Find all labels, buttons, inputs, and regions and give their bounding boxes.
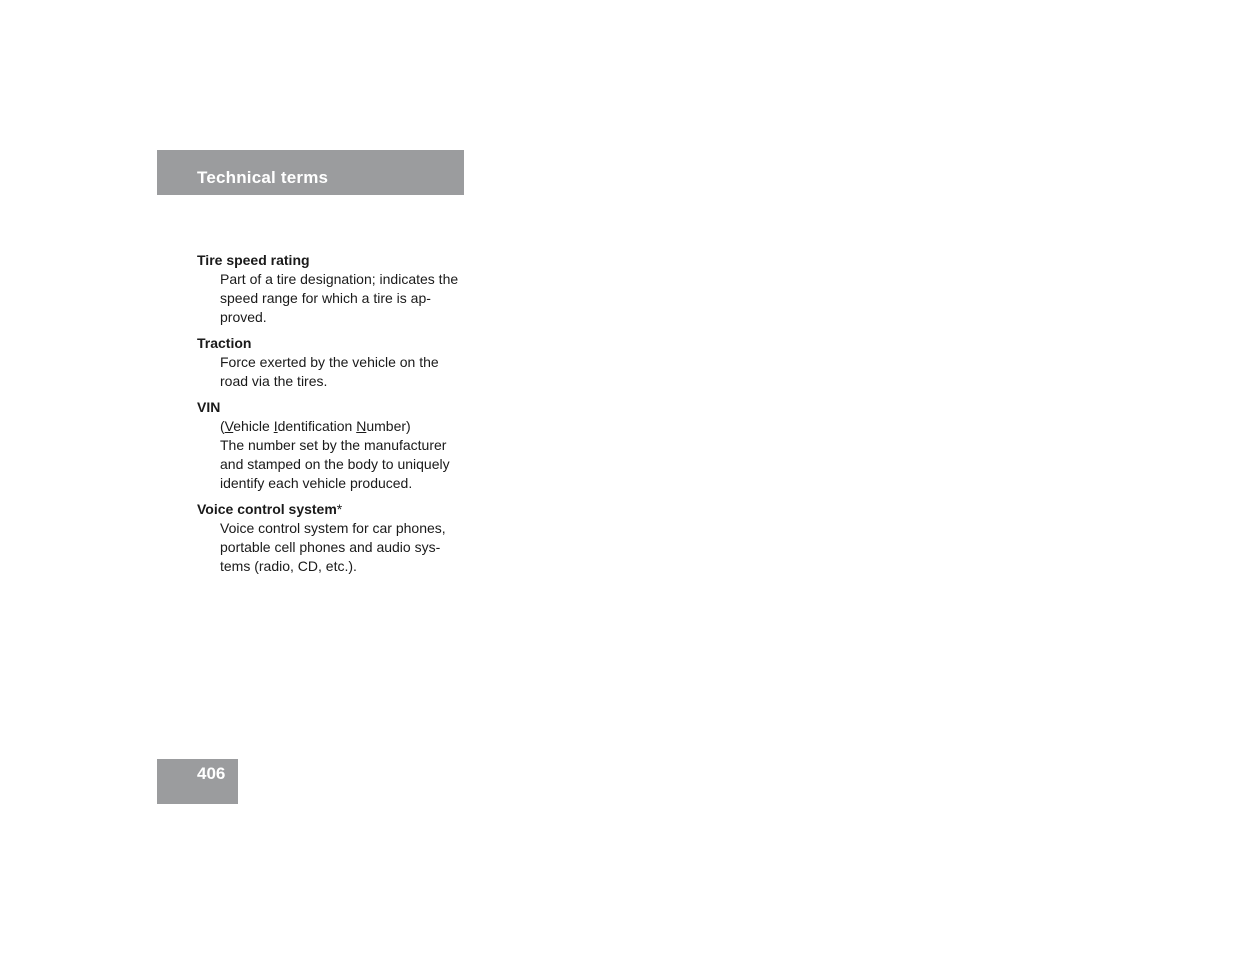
abbr-text: (	[220, 418, 225, 434]
page-number-tab	[157, 759, 238, 804]
glossary-term: VIN	[197, 399, 221, 415]
glossary-term: Tire speed rating	[197, 252, 310, 268]
definition-line: and stamped on the body to uniquely	[220, 456, 450, 472]
glossary-entry-voice-control-system	[197, 500, 467, 576]
abbr-text: umber)	[366, 418, 411, 434]
definition-line: Part of a tire designation; indicates the	[220, 271, 459, 287]
definition-line: identify each vehicle produced.	[220, 475, 413, 491]
definition-line: speed range for which a tire is ap-	[220, 290, 431, 306]
section-header-bar	[157, 150, 464, 195]
definition-line: portable cell phones and audio sys-	[220, 539, 441, 555]
glossary-term	[197, 500, 467, 519]
page-number: 406	[197, 764, 226, 783]
glossary-definition	[197, 519, 467, 576]
glossary-definition	[197, 270, 467, 327]
glossary-definition	[197, 353, 467, 391]
term-text: Voice control system	[197, 501, 337, 517]
abbr-text: dentification	[277, 418, 357, 434]
definition-line: Force exerted by the vehicle on the	[220, 354, 439, 370]
definition-line: Voice control system for car phones,	[220, 520, 446, 536]
section-title: Technical terms	[197, 168, 329, 187]
glossary-term: Traction	[197, 335, 252, 351]
abbr-initial: I	[273, 418, 278, 434]
definition-line: tems (radio, CD, etc.).	[220, 558, 357, 574]
definition-line: road via the tires.	[220, 373, 328, 389]
abbr-initial: V	[224, 418, 234, 434]
optional-equipment-marker: *	[336, 501, 343, 517]
glossary-entry-vin	[197, 398, 467, 493]
glossary-entry-tire-speed-rating	[197, 251, 467, 327]
definition-line: proved.	[220, 309, 267, 325]
definition-line: The number set by the manufacturer	[220, 437, 447, 453]
abbreviation-expansion	[220, 417, 467, 436]
glossary-definition	[197, 417, 467, 493]
glossary-list	[197, 251, 467, 583]
glossary-entry-traction	[197, 334, 467, 391]
abbr-text: ehicle	[233, 418, 274, 434]
abbr-initial: N	[356, 418, 367, 434]
